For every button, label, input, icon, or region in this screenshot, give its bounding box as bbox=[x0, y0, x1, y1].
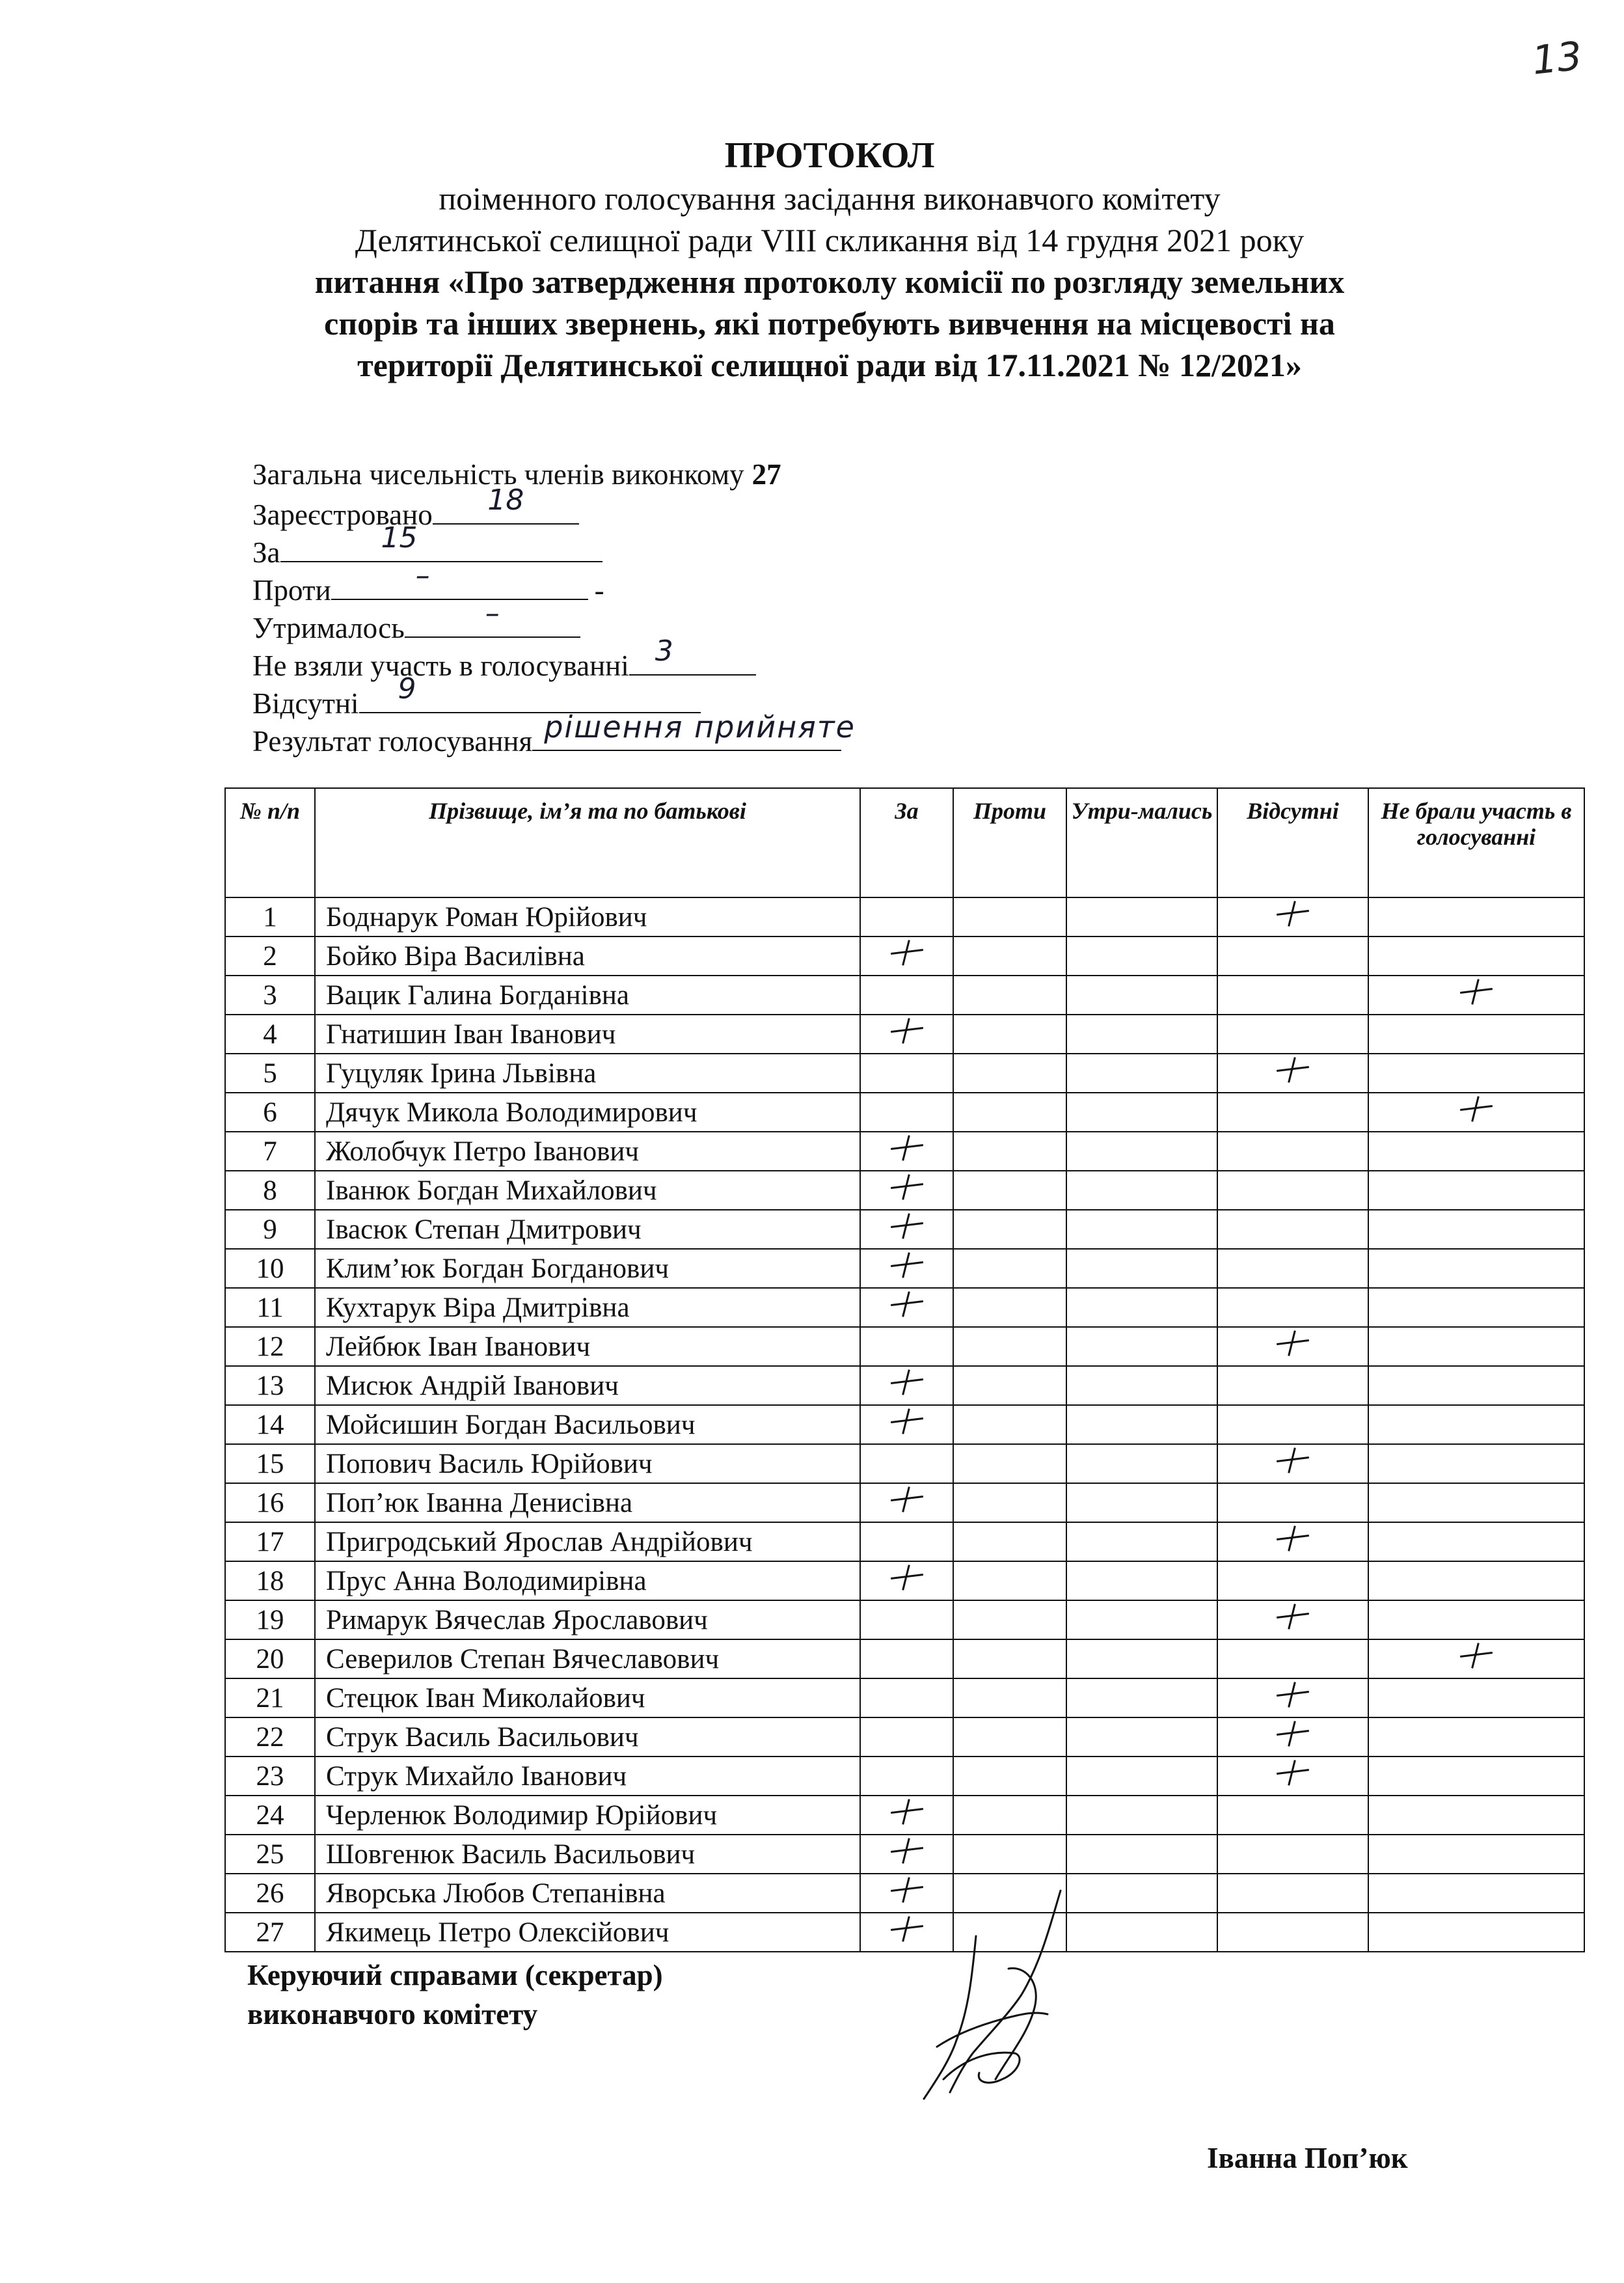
member-name: Прус Анна Володимирівна bbox=[315, 1561, 860, 1600]
table-row bbox=[225, 1444, 1584, 1483]
handwritten-plus-mark bbox=[887, 1291, 927, 1317]
table-row bbox=[225, 1796, 1584, 1835]
vote-cell-not-voted bbox=[1368, 936, 1584, 976]
member-name: Івасюк Степан Дмитрович bbox=[315, 1210, 860, 1249]
member-name: Іванюк Богдан Михайлович bbox=[315, 1171, 860, 1210]
handwritten-value: – bbox=[415, 559, 430, 592]
col-header-name: Прізвище, ім’я та по батькові bbox=[315, 788, 860, 897]
handwritten-plus-mark bbox=[887, 1018, 927, 1044]
row-number: 14 bbox=[225, 1405, 315, 1444]
handwritten-plus-mark bbox=[1273, 1525, 1312, 1552]
vote-cell-abstained bbox=[1066, 1717, 1217, 1757]
member-name: Мисюк Андрій Іванович bbox=[315, 1366, 860, 1405]
vote-cell-not-voted bbox=[1368, 1171, 1584, 1210]
fill-line bbox=[405, 597, 580, 638]
vote-cell-not-voted bbox=[1368, 1288, 1584, 1327]
member-name: Кухтарук Віра Дмитрівна bbox=[315, 1288, 860, 1327]
row-number: 17 bbox=[225, 1522, 315, 1561]
table-row bbox=[225, 1288, 1584, 1327]
vote-cell-abstained bbox=[1066, 1405, 1217, 1444]
vote-cell-not-voted bbox=[1368, 1874, 1584, 1913]
vote-cell-for bbox=[860, 1678, 953, 1717]
vote-cell-absent bbox=[1217, 1444, 1368, 1483]
vote-cell-absent bbox=[1217, 1796, 1368, 1835]
table-row bbox=[225, 1639, 1584, 1678]
vote-cell-against bbox=[953, 1639, 1066, 1678]
vote-cell-not-voted bbox=[1368, 1327, 1584, 1366]
vote-cell-absent bbox=[1217, 1366, 1368, 1405]
handwritten-plus-mark bbox=[887, 940, 927, 966]
vote-cell-not-voted bbox=[1368, 1249, 1584, 1288]
signer-position: Керуючий справами (секретар) bbox=[247, 1959, 663, 1991]
vote-cell-absent bbox=[1217, 1288, 1368, 1327]
handwritten-plus-mark bbox=[887, 1486, 927, 1512]
summary-result bbox=[252, 709, 856, 758]
vote-cell-against bbox=[953, 1093, 1066, 1132]
handwritten-plus-mark bbox=[1273, 1447, 1312, 1473]
row-number: 8 bbox=[225, 1171, 315, 1210]
table-row bbox=[225, 1913, 1584, 1952]
question-line: питання «Про затвердження протоколу комісії по розгляду земельних bbox=[314, 264, 1345, 300]
row-number: 16 bbox=[225, 1483, 315, 1522]
vote-cell-against bbox=[953, 1600, 1066, 1639]
row-number: 19 bbox=[225, 1600, 315, 1639]
summary-label: Зареєстровано bbox=[252, 499, 433, 531]
col-header-abstained: Утри-мались bbox=[1066, 788, 1217, 897]
vote-cell-absent bbox=[1217, 976, 1368, 1015]
vote-cell-absent bbox=[1217, 1913, 1368, 1952]
vote-cell-against bbox=[953, 1054, 1066, 1093]
col-header-absent: Відсутні bbox=[1217, 788, 1368, 897]
table-row bbox=[225, 1249, 1584, 1288]
vote-cell-abstained bbox=[1066, 936, 1217, 976]
row-number: 18 bbox=[225, 1561, 315, 1600]
vote-cell-absent bbox=[1217, 1405, 1368, 1444]
vote-cell-for bbox=[860, 1366, 953, 1405]
vote-cell-not-voted bbox=[1368, 1796, 1584, 1835]
row-number: 23 bbox=[225, 1757, 315, 1796]
vote-cell-absent bbox=[1217, 1327, 1368, 1366]
handwritten-plus-mark bbox=[1457, 979, 1496, 1005]
handwritten-plus-mark bbox=[887, 1213, 927, 1239]
vote-cell-abstained bbox=[1066, 1288, 1217, 1327]
vote-cell-not-voted bbox=[1368, 1639, 1584, 1678]
vote-cell-for bbox=[860, 1796, 953, 1835]
row-number: 6 bbox=[225, 1093, 315, 1132]
vote-cell-not-voted bbox=[1368, 1561, 1584, 1600]
member-name: Пригродський Ярослав Андрійович bbox=[315, 1522, 860, 1561]
page-number: 13 bbox=[1530, 33, 1584, 84]
member-name: Римарук Вячеслав Ярославович bbox=[315, 1600, 860, 1639]
vote-cell-abstained bbox=[1066, 1054, 1217, 1093]
summary-label: Проти bbox=[252, 574, 331, 607]
vote-cell-absent bbox=[1217, 897, 1368, 936]
col-header-for: За bbox=[860, 788, 953, 897]
table-row bbox=[225, 1522, 1584, 1561]
vote-cell-against bbox=[953, 1210, 1066, 1249]
vote-cell-not-voted bbox=[1368, 897, 1584, 936]
vote-cell-not-voted bbox=[1368, 1717, 1584, 1757]
table-row bbox=[225, 1366, 1584, 1405]
vote-cell-absent bbox=[1217, 1874, 1368, 1913]
row-number: 9 bbox=[225, 1210, 315, 1249]
vote-cell-for bbox=[860, 1757, 953, 1796]
vote-cell-abstained bbox=[1066, 1249, 1217, 1288]
vote-cell-for bbox=[860, 897, 953, 936]
col-header-not-voted: Не брали участь в голосуванні bbox=[1368, 788, 1584, 897]
vote-cell-abstained bbox=[1066, 1366, 1217, 1405]
handwritten-plus-mark bbox=[887, 1252, 927, 1278]
table-row bbox=[225, 1561, 1584, 1600]
handwritten-value: – bbox=[485, 597, 500, 630]
handwritten-plus-mark bbox=[1457, 1643, 1496, 1669]
handwritten-plus-mark bbox=[1273, 1721, 1312, 1747]
handwritten-plus-mark bbox=[887, 1838, 927, 1864]
vote-cell-abstained bbox=[1066, 1210, 1217, 1249]
table-row bbox=[225, 1757, 1584, 1796]
vote-cell-against bbox=[953, 976, 1066, 1015]
vote-cell-not-voted bbox=[1368, 1678, 1584, 1717]
row-number: 22 bbox=[225, 1717, 315, 1757]
summary-label: Результат голосування bbox=[252, 725, 533, 758]
handwritten-plus-mark bbox=[1273, 1604, 1312, 1630]
row-number: 13 bbox=[225, 1366, 315, 1405]
handwritten-value: 3 bbox=[655, 635, 673, 668]
member-name: Черленюк Володимир Юрійович bbox=[315, 1796, 860, 1835]
member-name: Мойсишин Богдан Васильович bbox=[315, 1405, 860, 1444]
vote-cell-against bbox=[953, 1249, 1066, 1288]
handwritten-value: 15 bbox=[381, 521, 418, 554]
vote-cell-for bbox=[860, 1054, 953, 1093]
table-row bbox=[225, 1210, 1584, 1249]
document-header bbox=[130, 133, 1529, 386]
vote-cell-for bbox=[860, 1405, 953, 1444]
row-number: 2 bbox=[225, 936, 315, 976]
signer-name: Іванна Поп’юк bbox=[1207, 2142, 1408, 2174]
vote-cell-against bbox=[953, 1835, 1066, 1874]
summary-label: Загальна чисельність членів виконкому bbox=[252, 458, 744, 491]
row-number: 1 bbox=[225, 897, 315, 936]
vote-cell-absent bbox=[1217, 1249, 1368, 1288]
member-name: Вацик Галина Богданівна bbox=[315, 976, 860, 1015]
vote-cell-for bbox=[860, 1835, 953, 1874]
vote-cell-not-voted bbox=[1368, 1210, 1584, 1249]
vote-cell-not-voted bbox=[1368, 1835, 1584, 1874]
vote-cell-absent bbox=[1217, 1483, 1368, 1522]
vote-cell-for bbox=[860, 1483, 953, 1522]
row-number: 12 bbox=[225, 1327, 315, 1366]
row-number: 20 bbox=[225, 1639, 315, 1678]
vote-cell-absent bbox=[1217, 1210, 1368, 1249]
stray-dash: - bbox=[594, 574, 604, 607]
handwritten-plus-mark bbox=[887, 1369, 927, 1395]
vote-cell-not-voted bbox=[1368, 1015, 1584, 1054]
vote-cell-absent bbox=[1217, 1015, 1368, 1054]
col-header-against: Проти bbox=[953, 788, 1066, 897]
vote-summary bbox=[252, 456, 856, 758]
handwritten-plus-mark bbox=[887, 1799, 927, 1825]
vote-cell-abstained bbox=[1066, 1796, 1217, 1835]
handwritten-plus-mark bbox=[1273, 1682, 1312, 1708]
vote-cell-against bbox=[953, 1717, 1066, 1757]
summary-label: Не взяли участь в голосуванні bbox=[252, 649, 629, 682]
vote-cell-against bbox=[953, 1522, 1066, 1561]
member-name: Гнатишин Іван Іванович bbox=[315, 1015, 860, 1054]
summary-label: Відсутні bbox=[252, 687, 359, 720]
subtitle-line: поіменного голосування засідання виконавчого комітету bbox=[439, 180, 1221, 217]
vote-cell-abstained bbox=[1066, 1600, 1217, 1639]
vote-cell-against bbox=[953, 936, 1066, 976]
vote-cell-against bbox=[953, 1561, 1066, 1600]
handwritten-value: 18 bbox=[487, 484, 524, 517]
vote-cell-not-voted bbox=[1368, 1093, 1584, 1132]
vote-cell-for bbox=[860, 936, 953, 976]
signer-position: виконавчого комітету bbox=[247, 1998, 538, 2030]
vote-cell-abstained bbox=[1066, 1015, 1217, 1054]
table-row bbox=[225, 1600, 1584, 1639]
vote-cell-not-voted bbox=[1368, 976, 1584, 1015]
vote-cell-for bbox=[860, 1249, 953, 1288]
handwritten-plus-mark bbox=[887, 1174, 927, 1200]
vote-cell-abstained bbox=[1066, 1093, 1217, 1132]
handwritten-plus-mark bbox=[1273, 901, 1312, 927]
row-number: 11 bbox=[225, 1288, 315, 1327]
table-row bbox=[225, 1678, 1584, 1717]
vote-cell-against bbox=[953, 1796, 1066, 1835]
table-row bbox=[225, 1835, 1584, 1874]
member-name: Северилов Степан Вячеславович bbox=[315, 1639, 860, 1678]
member-name: Шовгенюк Василь Васильович bbox=[315, 1835, 860, 1874]
vote-cell-against bbox=[953, 1015, 1066, 1054]
vote-cell-for bbox=[860, 1639, 953, 1678]
handwritten-plus-mark bbox=[887, 1135, 927, 1161]
vote-cell-for bbox=[860, 1522, 953, 1561]
table-row bbox=[225, 1874, 1584, 1913]
vote-cell-abstained bbox=[1066, 1639, 1217, 1678]
vote-cell-not-voted bbox=[1368, 1757, 1584, 1796]
row-number: 26 bbox=[225, 1874, 315, 1913]
table-header-row bbox=[225, 788, 1584, 897]
vote-cell-not-voted bbox=[1368, 1444, 1584, 1483]
vote-cell-for bbox=[860, 1288, 953, 1327]
table-row bbox=[225, 936, 1584, 976]
vote-cell-abstained bbox=[1066, 1444, 1217, 1483]
vote-cell-not-voted bbox=[1368, 1132, 1584, 1171]
vote-cell-against bbox=[953, 1171, 1066, 1210]
vote-cell-not-voted bbox=[1368, 1483, 1584, 1522]
vote-cell-against bbox=[953, 1757, 1066, 1796]
vote-cell-for bbox=[860, 1561, 953, 1600]
handwritten-plus-mark bbox=[1273, 1760, 1312, 1786]
subtitle-line: Делятинської селищної ради VIII скликання від 14 грудня 2021 року bbox=[355, 222, 1305, 258]
member-name: Стецюк Іван Миколайович bbox=[315, 1678, 860, 1717]
vote-cell-abstained bbox=[1066, 1483, 1217, 1522]
member-name: Боднарук Роман Юрійович bbox=[315, 897, 860, 936]
vote-cell-against bbox=[953, 897, 1066, 936]
vote-cell-absent bbox=[1217, 1093, 1368, 1132]
member-name: Клим’юк Богдан Богданович bbox=[315, 1249, 860, 1288]
vote-cell-not-voted bbox=[1368, 1366, 1584, 1405]
vote-cell-against bbox=[953, 1132, 1066, 1171]
member-name: Гуцуляк Ірина Львівна bbox=[315, 1054, 860, 1093]
summary-label: Утрималось bbox=[252, 612, 405, 644]
vote-cell-absent bbox=[1217, 1132, 1368, 1171]
member-name: Жолобчук Петро Іванович bbox=[315, 1132, 860, 1171]
vote-cell-absent bbox=[1217, 1600, 1368, 1639]
vote-cell-abstained bbox=[1066, 1561, 1217, 1600]
vote-cell-absent bbox=[1217, 1835, 1368, 1874]
vote-cell-absent bbox=[1217, 1757, 1368, 1796]
member-name: Струк Василь Васильович bbox=[315, 1717, 860, 1757]
signature-block bbox=[247, 1956, 663, 2034]
vote-cell-not-voted bbox=[1368, 1913, 1584, 1952]
vote-cell-for bbox=[860, 1171, 953, 1210]
handwritten-signature bbox=[911, 1884, 1106, 2118]
table-row bbox=[225, 1015, 1584, 1054]
member-name: Струк Михайло Іванович bbox=[315, 1757, 860, 1796]
question-line: території Делятинської селищної ради від 17.11.2021 № 12/2021» bbox=[357, 347, 1302, 383]
table-row bbox=[225, 1132, 1584, 1171]
table-row bbox=[225, 897, 1584, 936]
table-row bbox=[225, 1327, 1584, 1366]
row-number: 3 bbox=[225, 976, 315, 1015]
col-header-num: № п/п bbox=[225, 788, 315, 897]
row-number: 24 bbox=[225, 1796, 315, 1835]
member-name: Лейбюк Іван Іванович bbox=[315, 1327, 860, 1366]
vote-cell-against bbox=[953, 1288, 1066, 1327]
vote-cell-for bbox=[860, 1444, 953, 1483]
table-row bbox=[225, 1171, 1584, 1210]
vote-cell-not-voted bbox=[1368, 1522, 1584, 1561]
table-row bbox=[225, 1483, 1584, 1522]
fill-line bbox=[532, 709, 856, 751]
vote-cell-abstained bbox=[1066, 897, 1217, 936]
vote-cell-for bbox=[860, 1600, 953, 1639]
vote-cell-abstained bbox=[1066, 1522, 1217, 1561]
summary-label: За bbox=[252, 536, 280, 569]
vote-cell-against bbox=[953, 1327, 1066, 1366]
vote-cell-abstained bbox=[1066, 1171, 1217, 1210]
vote-cell-for bbox=[860, 1015, 953, 1054]
vote-cell-absent bbox=[1217, 1054, 1368, 1093]
vote-cell-absent bbox=[1217, 1639, 1368, 1678]
vote-cell-absent bbox=[1217, 1522, 1368, 1561]
vote-cell-absent bbox=[1217, 1678, 1368, 1717]
table-row bbox=[225, 1054, 1584, 1093]
vote-cell-not-voted bbox=[1368, 1600, 1584, 1639]
vote-cell-for bbox=[860, 1210, 953, 1249]
handwritten-value: рішення прийняте bbox=[544, 709, 856, 745]
vote-cell-absent bbox=[1217, 1561, 1368, 1600]
handwritten-plus-mark bbox=[887, 1408, 927, 1434]
summary-value: 27 bbox=[751, 458, 781, 491]
vote-cell-against bbox=[953, 1444, 1066, 1483]
member-name: Якимець Петро Олексійович bbox=[315, 1913, 860, 1952]
table-row bbox=[225, 1717, 1584, 1757]
vote-cell-for bbox=[860, 1327, 953, 1366]
question-line: спорів та інших звернень, які потребують вивчення на місцевості на bbox=[324, 305, 1335, 342]
vote-cell-for bbox=[860, 976, 953, 1015]
row-number: 15 bbox=[225, 1444, 315, 1483]
member-name: Поп’юк Іванна Денисівна bbox=[315, 1483, 860, 1522]
vote-cell-abstained bbox=[1066, 1835, 1217, 1874]
row-number: 25 bbox=[225, 1835, 315, 1874]
vote-cell-not-voted bbox=[1368, 1054, 1584, 1093]
row-number: 10 bbox=[225, 1249, 315, 1288]
vote-cell-absent bbox=[1217, 1717, 1368, 1757]
vote-cell-for bbox=[860, 1717, 953, 1757]
document-title: ПРОТОКОЛ bbox=[724, 135, 935, 176]
vote-table-body bbox=[225, 897, 1584, 1952]
vote-cell-abstained bbox=[1066, 1132, 1217, 1171]
vote-cell-abstained bbox=[1066, 1757, 1217, 1796]
table-row bbox=[225, 1093, 1584, 1132]
row-number: 21 bbox=[225, 1678, 315, 1717]
row-number: 5 bbox=[225, 1054, 315, 1093]
member-name: Дячук Микола Володимирович bbox=[315, 1093, 860, 1132]
vote-cell-for bbox=[860, 1132, 953, 1171]
vote-cell-against bbox=[953, 1483, 1066, 1522]
vote-table bbox=[224, 787, 1585, 1952]
member-name: Попович Василь Юрійович bbox=[315, 1444, 860, 1483]
vote-cell-against bbox=[953, 1405, 1066, 1444]
vote-cell-absent bbox=[1217, 936, 1368, 976]
vote-cell-absent bbox=[1217, 1171, 1368, 1210]
vote-cell-abstained bbox=[1066, 1678, 1217, 1717]
row-number: 27 bbox=[225, 1913, 315, 1952]
vote-cell-not-voted bbox=[1368, 1405, 1584, 1444]
member-name: Яворська Любов Степанівна bbox=[315, 1874, 860, 1913]
vote-cell-abstained bbox=[1066, 1327, 1217, 1366]
handwritten-value: 9 bbox=[398, 672, 416, 705]
handwritten-plus-mark bbox=[1273, 1057, 1312, 1083]
row-number: 7 bbox=[225, 1132, 315, 1171]
handwritten-plus-mark bbox=[887, 1565, 927, 1591]
table-row bbox=[225, 1405, 1584, 1444]
member-name: Бойко Віра Василівна bbox=[315, 936, 860, 976]
vote-cell-for bbox=[860, 1093, 953, 1132]
handwritten-plus-mark bbox=[1457, 1096, 1496, 1122]
vote-cell-abstained bbox=[1066, 976, 1217, 1015]
vote-cell-against bbox=[953, 1678, 1066, 1717]
handwritten-plus-mark bbox=[1273, 1330, 1312, 1356]
table-row bbox=[225, 976, 1584, 1015]
row-number: 4 bbox=[225, 1015, 315, 1054]
vote-cell-against bbox=[953, 1366, 1066, 1405]
